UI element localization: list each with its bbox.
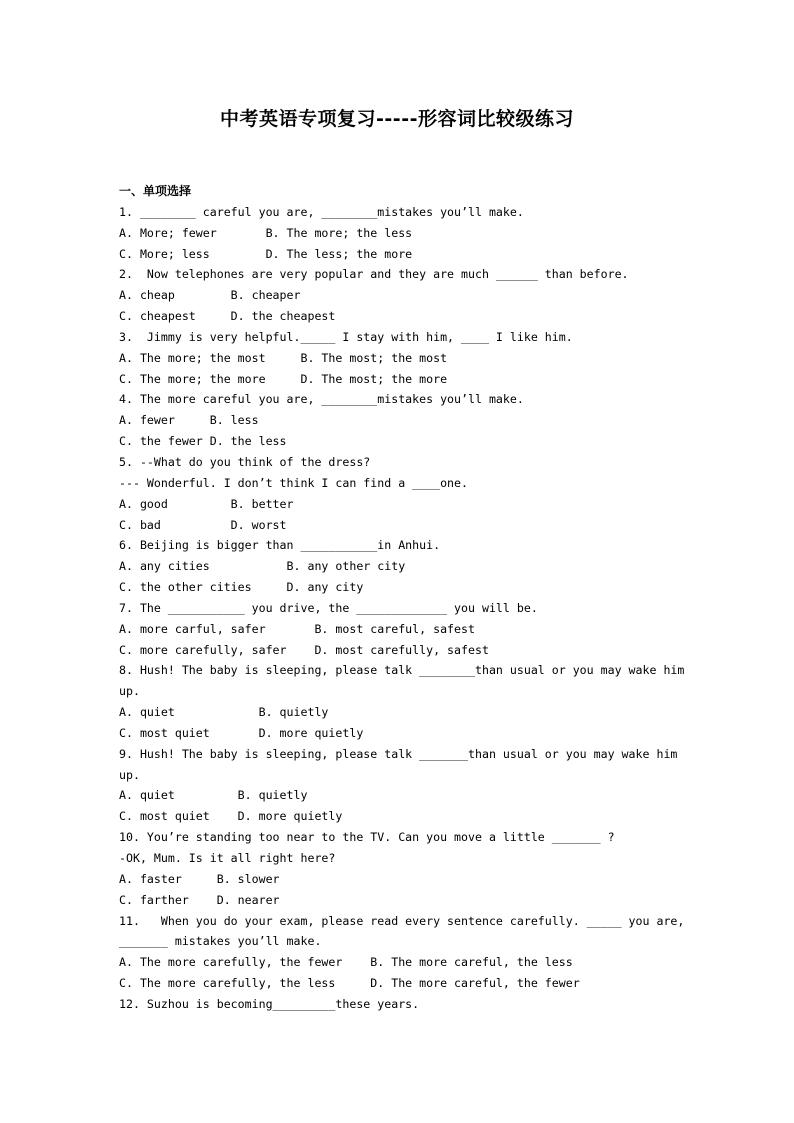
text-line: A. The more; the most B. The most; the most <box>119 350 448 365</box>
text-line: C. most quiet D. more quietly <box>119 725 364 740</box>
text-line: A. good B. better <box>119 496 294 511</box>
text-line: A. More; fewer B. The more; the less <box>119 225 413 240</box>
text-line: A. The more carefully, the fewer B. The more careful, the less <box>119 955 573 970</box>
text-line: A. quiet B. quietly <box>119 705 329 720</box>
text-line: --- Wonderful. I don’t think I can find a ____one. <box>119 475 469 490</box>
text-line: 10. You’re standing too near to the TV. Can you move a little _______ ? <box>119 830 615 845</box>
text-line: A. faster B. slower <box>119 871 280 886</box>
text-line: 8. Hush! The baby is sleeping, please talk ________than usual or you may wake him <box>119 663 685 678</box>
text-line: _______ mistakes you’ll make. <box>119 934 322 949</box>
text-line: A. fewer B. less <box>119 413 259 428</box>
text-line: -OK, Mum. Is it all right here? <box>119 851 336 865</box>
text-line: A. more carful, safer B. most careful, safest <box>119 621 475 636</box>
text-line: C. farther D. nearer <box>119 892 280 907</box>
text-line: A. quiet B. quietly <box>119 788 308 803</box>
section-heading: 一、单项选择 <box>119 184 192 198</box>
text-line: C. cheapest D. the cheapest <box>119 309 336 324</box>
text-line: 6. Beijing is bigger than ___________in Anhui. <box>119 538 441 553</box>
text-line: 5. --What do you think of the dress? <box>119 454 371 469</box>
page-title: 中考英语专项复习-----形容词比较级练习 <box>220 108 574 130</box>
text-line: up. <box>119 767 140 782</box>
text-line: 7. The ___________ you drive, the _____________ you will be. <box>119 600 538 615</box>
text-line: 4. The more careful you are, ________mistakes you’ll make. <box>119 392 524 407</box>
text-line: C. most quiet D. more quietly <box>119 809 343 824</box>
text-line: C. more carefully, safer D. most carefully, safest <box>119 642 489 657</box>
text-line: 9. Hush! The baby is sleeping, please talk _______than usual or you may wake him <box>119 746 678 761</box>
text-line: C. bad D. worst <box>119 517 287 532</box>
text-line: up. <box>119 684 140 699</box>
text-line: A. cheap B. cheaper <box>119 288 301 303</box>
text-line: 12. Suzhou is becoming_________these years. <box>119 996 420 1011</box>
text-line: C. The more; the more D. The most; the more <box>119 371 448 386</box>
text-line: 2. Now telephones are very popular and they are much ______ than before. <box>119 267 629 282</box>
text-line: C. More; less D. The less; the more <box>119 246 413 261</box>
text-line: A. any cities B. any other city <box>119 559 406 574</box>
text-line: C. the fewer D. the less <box>119 434 287 449</box>
text-line: C. the other cities D. any city <box>119 580 364 595</box>
text-line: 1. ________ careful you are, ________mistakes you’ll make. <box>119 204 524 219</box>
exercise-content <box>119 181 685 1015</box>
text-line: 3. Jimmy is very helpful._____ I stay with him, ____ I like him. <box>119 329 573 344</box>
text-line: 11. When you do your exam, please read every sentence carefully. _____ you are, <box>119 913 685 928</box>
text-line: C. The more carefully, the less D. The more careful, the fewer <box>119 976 580 991</box>
